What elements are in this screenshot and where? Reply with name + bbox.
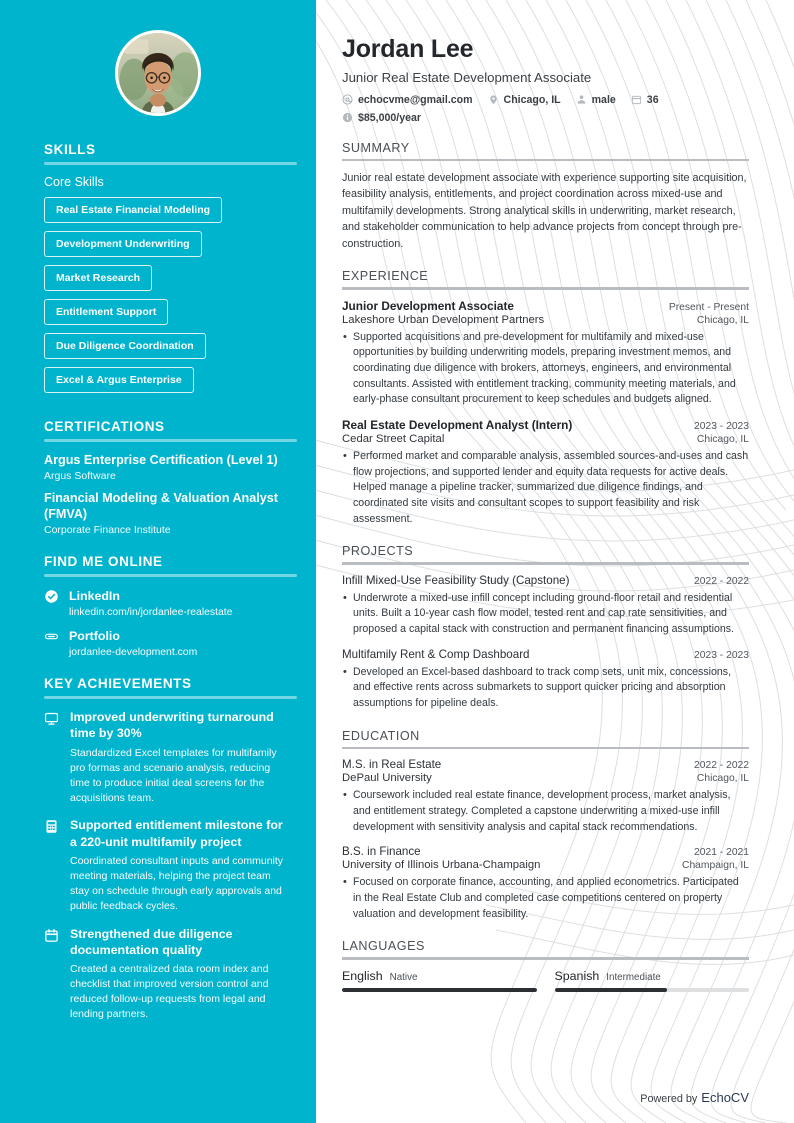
social-link-url[interactable]: linkedin.com/in/jordanlee-realestate xyxy=(69,607,233,619)
language-proficiency-fill xyxy=(342,988,537,992)
sidebar xyxy=(0,0,316,1123)
language-name: Spanish xyxy=(554,968,600,983)
experience-company: Cedar Street Capital xyxy=(342,432,445,445)
education-bullet: • Coursework included real estate finance, development process, market analysis, and entitlement strategy. Completed a capstone underwriting a mixed-use infill development with sensitivity analysis and capital stack recommendations. xyxy=(342,788,749,835)
main-content xyxy=(316,0,794,1123)
education-degree: B.S. in Finance xyxy=(342,845,421,859)
contact-info-row xyxy=(342,94,749,124)
certification-item xyxy=(44,490,290,536)
skill-chip[interactable]: Real Estate Financial Modeling xyxy=(44,197,222,223)
skill-chip[interactable]: Due Diligence Coordination xyxy=(44,333,206,359)
sidebar-section-certifications xyxy=(44,419,290,536)
experience-bullet: • Performed market and comparable analysis, assembled sources-and-uses and cash flow projections, and supported lender and equity data requests for active deals. Helped manage a pipeline tracker, summarized due diligence findings, and coordinated site visits and consultant scopes to support feasibility and risk assessment. xyxy=(342,449,749,527)
achievement-title: Supported entitlement milestone for a 220-unit multifamily project xyxy=(70,818,283,849)
language-proficiency-fill xyxy=(555,988,668,992)
social-link-linkedin[interactable] xyxy=(44,587,290,618)
certification-name: Financial Modeling & Valuation Analyst (FMVA) xyxy=(44,491,278,522)
languages-heading: LANGUAGES xyxy=(342,939,425,954)
certification-item xyxy=(44,452,290,482)
section-summary xyxy=(342,141,749,253)
sidebar-section-find-me-online xyxy=(44,554,290,658)
sidebar-section-skills xyxy=(44,142,290,401)
languages-divider xyxy=(342,957,749,960)
avatar-photo xyxy=(118,33,198,113)
section-languages xyxy=(342,939,749,992)
person-icon xyxy=(576,94,587,105)
education-bullet: • Focused on corporate finance, accounting, and applied econometrics. Participated in the Real Estate Club and completed case competitions centered on property valuation and development feasibility. xyxy=(342,875,749,922)
certification-org: Argus Software xyxy=(44,470,116,483)
language-level: Native xyxy=(389,971,418,983)
project-bullet: • Developed an Excel-based dashboard to track comp sets, unit mix, concessions, and effective rents across submarkets to support quicker pricing and absorption assumptions for pipeline deals. xyxy=(342,665,749,712)
social-link-label: Portfolio xyxy=(69,629,120,644)
project-date: 2023 - 2023 xyxy=(694,649,749,661)
section-experience xyxy=(342,269,749,527)
location-pin-icon xyxy=(488,94,499,105)
info-circle-icon xyxy=(342,112,353,123)
summary-heading: SUMMARY xyxy=(342,140,410,155)
skills-heading: SKILLS xyxy=(44,142,96,157)
language-proficiency-bar xyxy=(555,988,750,992)
education-bullet-list xyxy=(342,788,749,835)
contact-email-text: echocvme@gmail.com xyxy=(358,93,473,106)
language-name: English xyxy=(342,968,383,983)
experience-job-title: Junior Development Associate xyxy=(342,298,514,313)
project-bullet-list xyxy=(342,591,749,638)
achievement-title: Strengthened due diligence documentation quality xyxy=(70,926,233,957)
key-achievements-heading: KEY ACHIEVEMENTS xyxy=(44,676,192,692)
experience-bullet-list xyxy=(342,449,749,527)
contact-gender-text: male xyxy=(591,93,616,106)
achievement-title: Improved underwriting turnaround time by 30% xyxy=(70,710,274,741)
check-circle-icon xyxy=(44,589,60,604)
avatar-wrapper xyxy=(44,30,272,116)
experience-bullet-list xyxy=(342,330,749,408)
language-proficiency-bar xyxy=(342,988,537,992)
social-link-url[interactable]: jordanlee-development.com xyxy=(69,647,198,659)
experience-divider xyxy=(342,287,749,290)
social-link-label: LinkedIn xyxy=(69,589,120,604)
education-degree: M.S. in Real Estate xyxy=(342,758,442,772)
certification-name: Argus Enterprise Certification (Level 1) xyxy=(44,453,278,467)
project-bullet: • Underwrote a mixed-use infill concept including ground-floor retail and residential units. Built a 10-year cash flow model, tested rent and cap rate sensitivities, and proposed a capital stack with construction and permanent financing assumptions. xyxy=(342,591,749,638)
education-date: 2022 - 2022 xyxy=(694,760,749,772)
key-achievements-divider xyxy=(44,696,297,699)
job-headline: Junior Real Estate Development Associate xyxy=(342,69,592,85)
find-me-online-heading: FIND ME ONLINE xyxy=(44,554,163,570)
experience-date: Present - Present xyxy=(668,301,749,313)
page-title: Jordan Lee xyxy=(342,35,474,63)
skill-chip[interactable]: Development Underwriting xyxy=(44,231,202,257)
footer xyxy=(640,1090,749,1105)
skill-chip[interactable]: Entitlement Support xyxy=(44,299,168,325)
education-entry xyxy=(342,758,749,835)
experience-entry xyxy=(342,418,749,527)
contact-location xyxy=(488,94,561,106)
language-level: Intermediate xyxy=(606,971,661,983)
language-item-spanish xyxy=(555,969,750,992)
contact-gender xyxy=(576,94,616,106)
link-pill-icon xyxy=(44,629,60,644)
experience-entry xyxy=(342,299,749,408)
sidebar-section-key-achievements xyxy=(44,676,290,1022)
achievement-item xyxy=(44,926,290,1023)
summary-divider xyxy=(342,159,749,162)
experience-company: Lakeshore Urban Development Partners xyxy=(342,313,545,326)
experience-date: 2023 - 2023 xyxy=(694,420,749,432)
skill-chip[interactable]: Excel & Argus Enterprise xyxy=(44,367,194,393)
skills-divider xyxy=(44,162,297,165)
calculator-icon xyxy=(44,819,61,834)
education-divider xyxy=(342,747,749,750)
education-location: Champaign, IL xyxy=(682,860,749,872)
project-title: Multifamily Rent & Comp Dashboard xyxy=(342,647,530,661)
project-date: 2022 - 2022 xyxy=(694,575,749,587)
achievement-item xyxy=(44,709,290,806)
education-entry xyxy=(342,845,749,922)
achievement-description: Coordinated consultant inputs and community meeting materials, helping the project team stay on schedule through early approvals and public feedback cycles. xyxy=(70,854,284,913)
contact-salary xyxy=(342,112,734,124)
footer-brand: EchoCV xyxy=(701,1090,749,1105)
language-item-english xyxy=(342,969,537,992)
experience-location: Chicago, IL xyxy=(696,314,749,326)
contact-salary-text: $85,000/year xyxy=(358,111,422,124)
experience-job-title: Real Estate Development Analyst (Intern) xyxy=(342,417,573,432)
experience-location: Chicago, IL xyxy=(696,433,749,445)
contact-age-text: 36 xyxy=(646,93,659,106)
education-heading: EDUCATION xyxy=(342,728,420,743)
section-education xyxy=(342,729,749,923)
education-location: Chicago, IL xyxy=(696,773,749,785)
email-icon xyxy=(342,94,353,105)
find-me-online-divider xyxy=(44,574,297,577)
education-date: 2021 - 2021 xyxy=(694,847,749,859)
skills-chip-list xyxy=(44,197,290,401)
section-projects xyxy=(342,544,749,712)
project-entry xyxy=(342,574,749,638)
avatar xyxy=(115,30,201,116)
language-list xyxy=(342,969,749,992)
footer-powered-by-label: Powered by xyxy=(640,1093,698,1105)
achievement-item xyxy=(44,817,290,914)
certifications-heading: CERTIFICATIONS xyxy=(44,419,165,434)
experience-bullet: • Supported acquisitions and pre-development for multifamily and mixed-use opportunities by building underwriting models, preparing investment memos, and coordinating due diligence with brokers, attorneys, engineers, and environmental consultants. Assisted with entitlement tracking, community meeting materials, and early-phase consultant procurement to keep schedules and budgets aligned. xyxy=(342,330,749,408)
projects-heading: PROJECTS xyxy=(342,544,414,559)
project-bullet-list xyxy=(342,665,749,712)
contact-email[interactable] xyxy=(342,94,473,106)
summary-text: Junior real estate development associate with experience supporting site acquisition, feasibility analysis, entitlements, and project coordination across mixed-use and multifamily developments. Strong analytical skills in underwriting, market research, and stakeholder communication to help advance projects from concept through pre-construction. xyxy=(342,172,747,250)
skill-chip[interactable]: Market Research xyxy=(44,265,152,291)
contact-age xyxy=(631,94,659,106)
education-school: DePaul University xyxy=(342,772,432,785)
project-entry xyxy=(342,648,749,712)
education-bullet-list xyxy=(342,875,749,922)
contact-location-text: Chicago, IL xyxy=(503,93,561,106)
calendar-icon xyxy=(44,928,61,943)
projects-divider xyxy=(342,562,749,565)
header-block xyxy=(342,36,749,124)
certifications-divider xyxy=(44,439,297,442)
project-title: Infill Mixed-Use Feasibility Study (Capstone) xyxy=(342,573,570,587)
achievement-description: Standardized Excel templates for multifamily pro formas and scenario analysis, reducing time to produce initial deal screens for the acquisitions team. xyxy=(70,746,277,805)
monitor-icon xyxy=(44,711,61,726)
certification-org: Corporate Finance Institute xyxy=(44,524,171,537)
education-school: University of Illinois Urbana-Champaign xyxy=(342,859,541,872)
achievement-description: Created a centralized data room index and checklist that improved version control and reduced follow-up requests from legal and lending partners. xyxy=(70,962,269,1021)
experience-heading: EXPERIENCE xyxy=(342,269,429,284)
social-link-portfolio[interactable] xyxy=(44,627,290,658)
calendar-icon xyxy=(631,94,642,105)
core-skills-subheading: Core Skills xyxy=(44,175,104,189)
